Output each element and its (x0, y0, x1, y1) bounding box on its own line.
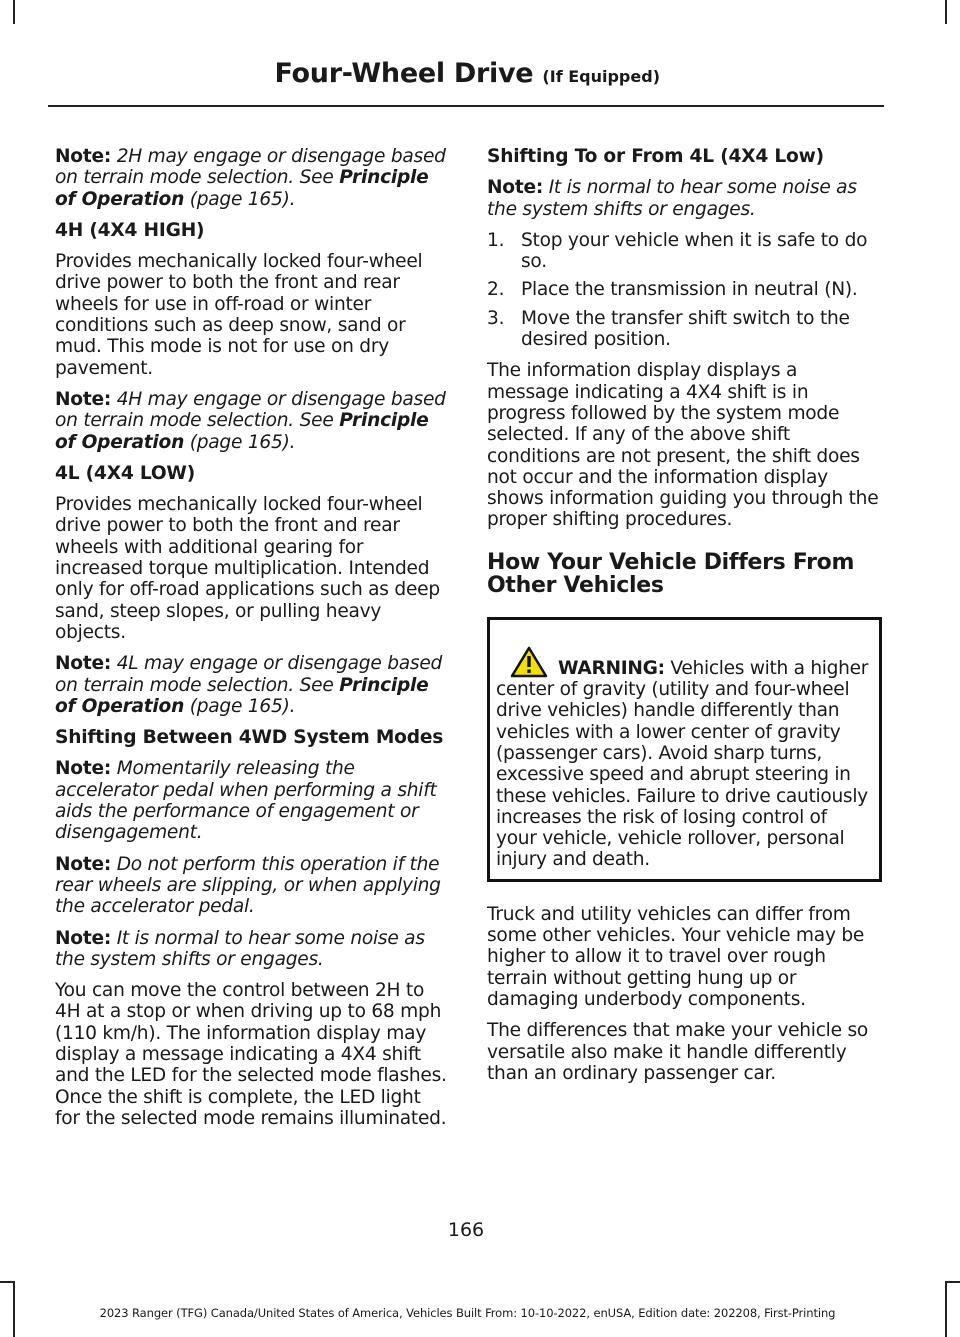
heading-shifting-modes: Shifting Between 4WD System Modes (55, 727, 444, 749)
warning-label: WARNING: (558, 657, 665, 679)
note-2h: Note: 2H may engage or disengage based on terrain mode selection. See Principle of Operation (page 165). (55, 146, 446, 210)
para-differences: The differences that make your vehicle so versatile also make it handle differently than an ordinary passenger car. (487, 1020, 869, 1084)
warning-text: Vehicles with a higher center of gravity (utility and four-wheel drive vehicles) handle differently than vehicles with a lower center of gravity (passenger cars). Avoid sharp turns, excessive speed and abrupt steering in these vehicles. Failure to drive cautiously increases the risk of losing control of your vehicle, vehicle rollover, personal injury and death. (496, 657, 869, 871)
page-number: 166 (447, 1219, 485, 1241)
ref-principle-of-operation[interactable]: Principle of Operation (55, 410, 429, 453)
footer-edition-info: 2023 Ranger (TFG) Canada/United States of America, Vehicles Built From: 10-10-2022, enUSA, Edition date: 202208, First-Printing (99, 1306, 836, 1320)
list-item: 2. Place the transmission in neutral (N). (487, 279, 858, 301)
heading-vehicle-differs: How Your Vehicle Differs From Other Vehicles (487, 549, 855, 598)
para-information-display: The information display displays a message indicating a 4X4 shift is in progress followed by the system mode selected. If any of the above shift conditions are not present, the shift does not occur and the information display shows information guiding you through the proper shifting procedures. (487, 360, 879, 531)
para-truck-utility: Truck and utility vehicles can differ from some other vehicles. Your vehicle may be higher to allow it to travel over rough terrain without getting hung up or damaging underbody components. (487, 903, 865, 1010)
crop-mark-bottom-left-h (0, 1281, 13, 1283)
heading-4h: 4H (4X4 HIGH) (55, 219, 205, 241)
left-column (55, 146, 451, 1139)
note-noise-4l: Note: It is normal to hear some noise as the system shifts or engages. (487, 177, 857, 220)
section-title: Four-Wheel Drive (274, 58, 534, 89)
crop-mark-top-left (13, 0, 15, 24)
crop-mark-top-right (945, 0, 947, 24)
note-4h: Note: 4H may engage or disengage based on terrain mode selection. See Principle of Operation (page 165). (55, 388, 446, 453)
ref-principle-of-operation[interactable]: Principle of Operation (55, 674, 429, 717)
shift-steps-list (487, 230, 882, 350)
list-item: 3. Move the transfer shift switch to the desired position. (487, 307, 850, 351)
note-slipping: Note: Do not perform this operation if the rear wheels are slipping, or when applying the accelerator pedal. (55, 853, 441, 918)
note-4l: Note: 4L may engage or disengage based on terrain mode selection. See Principle of Operation (page 165). (55, 653, 443, 717)
warning-box (487, 617, 882, 882)
section-header (275, 58, 661, 89)
warning-triangle-icon (510, 646, 548, 678)
para-shift-control: You can move the control between 2H to 4H at a stop or when driving up to 68 mph (110 km/h). The information display may display a message indicating a 4X4 shift and the LED for the selected mode flashes. Once the shift is complete, the LED light for the selected mode remains illuminated. (55, 980, 447, 1129)
crop-mark-bottom-right (945, 1281, 947, 1337)
header-rule (48, 105, 884, 107)
right-column (487, 146, 882, 1094)
section-subtitle: (If Equipped) (542, 67, 660, 86)
list-item: 1. Stop your vehicle when it is safe to do so. (487, 229, 868, 273)
para-4l: Provides mechanically locked four-wheel drive power to both the front and rear wheels with additional gearing for increased torque multiplication. Intended only for off-road applications such as deep sand, steep slopes, or pulling heavy objects. (55, 494, 440, 643)
crop-mark-bottom-right-h (947, 1281, 960, 1283)
heading-4l: 4L (4X4 LOW) (55, 462, 196, 484)
note-noise: Note: It is normal to hear some noise as the system shifts or engages. (55, 927, 425, 970)
heading-shifting-4l: Shifting To or From 4L (4X4 Low) (487, 146, 824, 167)
para-4h: Provides mechanically locked four-wheel drive power to both the front and rear wheels for use in off-road or winter conditions such as deep snow, sand or mud. This mode is not for use on dry pavement. (55, 251, 423, 379)
note-accelerator: Note: Momentarily releasing the accelerator pedal when performing a shift aids the performance of engagement or disengagement. (55, 758, 437, 844)
ref-principle-of-operation[interactable]: Principle of Operation (55, 167, 429, 210)
